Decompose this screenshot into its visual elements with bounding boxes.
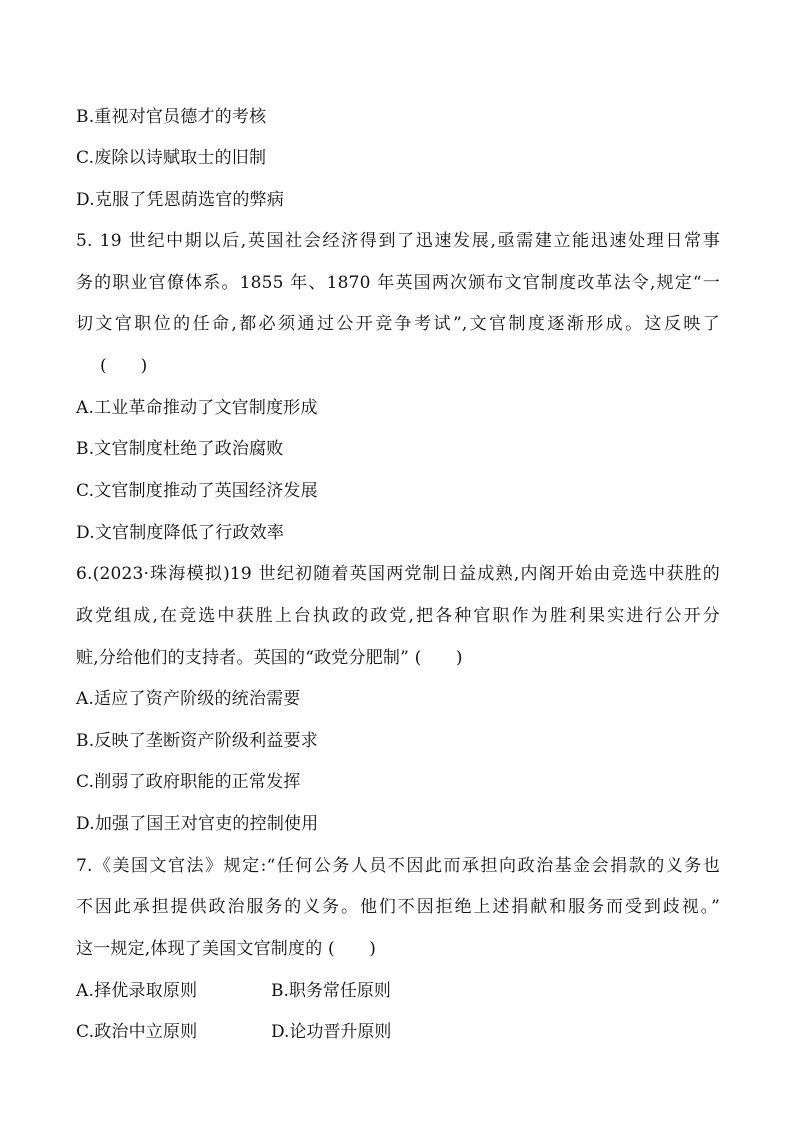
q5-option-d: D.文官制度降低了行政效率 [76,523,285,543]
q5-option-c: C.文官制度推动了英国经济发展 [76,481,318,501]
q7-option-b: B.职务常任原则 [271,981,391,1001]
q7-option-c: C.政治中立原则 [76,1022,198,1042]
q5-stem-line-3: 切文官职位的任命,都必须通过公开竞争考试”,文官制度逐渐形成。这反映了 [76,314,720,334]
q7-option-d: D.论功晋升原则 [271,1022,392,1042]
q6-stem-line-2: 政党组成,在竞选中获胜上台执政的政党,把各种官职作为胜利果实进行公开分 [76,606,720,626]
q7-stem-line-3: 这一规定,体现了美国文官制度的 ( ) [76,939,377,959]
q7-option-a: A.择优录取原则 [76,981,198,1001]
q7-stem-line-2: 不因此承担提供政治服务的义务。他们不因拒绝上述捐献和服务而受到歧视。” [76,897,720,917]
q4-option-c: C.废除以诗赋取士的旧制 [76,148,267,168]
q6-option-a: A.适应了资产阶级的统治需要 [76,689,301,709]
q6-option-c: C.削弱了政府职能的正常发挥 [76,772,301,792]
q4-option-b: B.重视对官员德才的考核 [76,107,267,127]
q5-stem-line-1: 5. 19 世纪中期以后,英国社会经济得到了迅速发展,亟需建立能迅速处理日常事 [76,231,720,251]
q6-stem-line-1: 6.(2023·珠海模拟)19 世纪初随着英国两党制日益成熟,内阁开始由竞选中获胜的 [76,564,720,584]
q5-option-a: A.工业革命推动了文官制度形成 [76,398,318,418]
q7-stem-line-1: 7.《美国文官法》规定:“任何公务人员不因此而承担向政治基金会捐款的义务也 [76,856,720,876]
q6-stem-line-3: 赃,分给他们的支持者。英国的“政党分肥制” ( ) [76,648,463,668]
q6-option-b: B.反映了垄断资产阶级利益要求 [76,731,318,751]
q5-option-b: B.文官制度杜绝了政治腐败 [76,439,284,459]
q5-answer-blank: ( ) [100,356,148,376]
q4-option-d: D.克服了凭恩荫选官的弊病 [76,190,285,210]
q6-option-d: D.加强了国王对官吏的控制使用 [76,814,319,834]
q5-stem-line-2: 务的职业官僚体系。1855 年、1870 年英国两次颁布文官制度改革法令,规定“一 [76,273,720,293]
